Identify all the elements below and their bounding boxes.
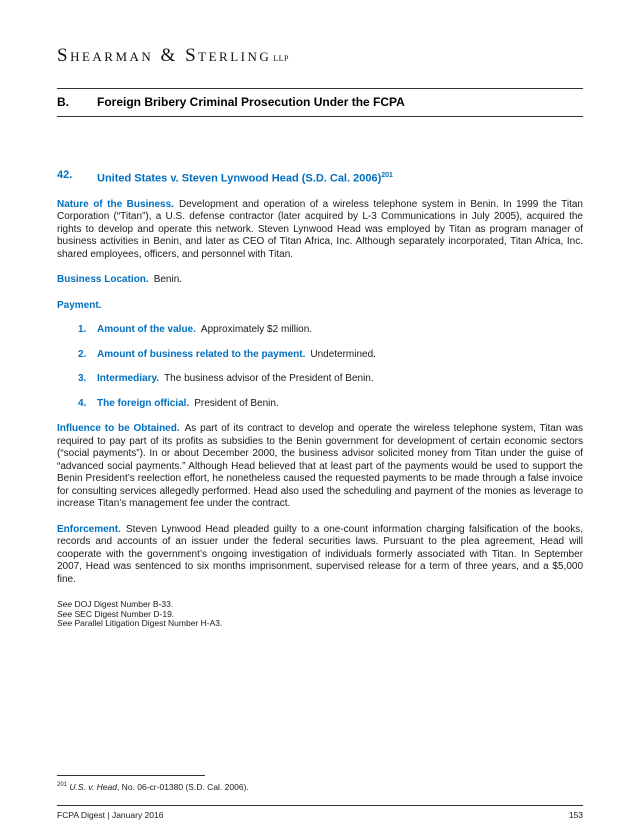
section-letter: B. (57, 95, 69, 109)
footer-row (57, 810, 583, 820)
paragraph-label-nature: Nature of the Business. (57, 198, 174, 210)
paragraph-label-business-location: Business Location. (57, 274, 149, 286)
footer-document-title: FCPA Digest | January 2016 (57, 810, 164, 820)
payment-item-3-value: The business advisor of the President of Benin. (164, 373, 374, 385)
section-heading (57, 95, 583, 109)
paragraph-nature-of-business (57, 199, 583, 262)
payment-item-3-body (97, 373, 374, 386)
footer-divider (57, 805, 583, 806)
payment-item-2-number: 2. (78, 348, 87, 360)
paragraph-payment (57, 300, 583, 313)
page-number: 153 (568, 810, 583, 820)
payment-item-4-label: The foreign official. (97, 397, 190, 409)
paragraph-business-location (57, 274, 583, 287)
payment-item-3 (78, 373, 583, 386)
payment-item-1 (78, 324, 583, 337)
firm-name: Shearman & Sterling (57, 45, 272, 66)
digest-reference-parallel (57, 619, 583, 629)
payment-item-4-body (97, 398, 279, 411)
paragraph-influence (57, 423, 583, 511)
case-title-text: United States v. Steven Lynwood Head (S.D. Cal. 2006) (97, 172, 382, 185)
digest-reference-text: DOJ Digest Number B-33. (72, 599, 174, 610)
case-title (97, 169, 393, 186)
payment-item-1-body (97, 324, 312, 337)
paragraph-text-business-location: Benin. (153, 274, 183, 286)
paragraph-text-influence: As part of its contract to develop and operate the wireless telephone system, Titan was required to pay part of its profits as subsidies to the Benin government for development of certain economic sectors (“social payments”). In or about December 2000, the business advisor solicited money from Titan under the guise of “advanced social payments.” Although Head believed that at least part of the payments would be used to support the Benin President’s reelection effort, he nonetheless caused the requested payments to be made through a false invoice for consulting services allegedly performed. Head also used the scheduling and payment of the monies as leverage to increase Titan’s management fee under the contract. (57, 423, 584, 510)
paragraph-label-enforcement: Enforcement. (57, 523, 121, 535)
footnote-divider (57, 775, 205, 776)
payment-item-2 (78, 349, 583, 362)
paragraph-enforcement (57, 524, 583, 587)
payment-item-1-value: Approximately $2 million. (200, 324, 313, 336)
footnote-number: 201 (57, 782, 68, 789)
see-label: See (57, 618, 73, 629)
see-label: See (57, 608, 73, 619)
footnote-case-name: U.S. v. Head (69, 782, 117, 792)
footnote-reference-marker: 201 (381, 172, 393, 179)
digest-references (57, 600, 583, 629)
firm-suffix-llp: LLP (273, 54, 289, 63)
firm-logo (57, 44, 583, 71)
footnote-area (57, 775, 583, 792)
payment-item-4-value: President of Benin. (194, 397, 279, 409)
payment-item-3-label: Intermediary. (97, 373, 160, 385)
see-label: See (57, 599, 73, 610)
footnote-text: , No. 06-cr-01380 (S.D. Cal. 2006). (116, 782, 249, 792)
paragraph-label-payment: Payment. (57, 299, 102, 311)
payment-item-3-number: 3. (78, 373, 87, 385)
case-heading (57, 169, 583, 186)
payment-item-1-label: Amount of the value. (97, 324, 196, 336)
digest-reference-text: SEC Digest Number D-19. (72, 608, 175, 619)
payment-item-4 (78, 398, 583, 411)
payment-item-1-number: 1. (78, 324, 87, 336)
page-footer (57, 805, 583, 820)
payment-item-4-number: 4. (78, 397, 87, 409)
paragraph-label-influence: Influence to be Obtained. (57, 423, 180, 435)
case-number: 42. (57, 169, 73, 181)
header-rule-bottom (57, 116, 583, 117)
header-rule-top (57, 88, 583, 89)
footnote (57, 782, 583, 792)
payment-item-2-label: Amount of business related to the payment. (97, 348, 306, 360)
paragraph-text-enforcement: Steven Lynwood Head pleaded guilty to a one-count information charging falsification of the books, records and accounts of an issuer under the federal securities laws. Pursuant to the plea agreement, Head will cooperate with the government’s ongoing investigation of individuals formerly associated with Titan. In September 2007, Head was sentenced to six months imprisonment, supervised release for a term of three years, and a $5,000 fine. (57, 523, 583, 585)
payment-item-2-value: Undetermined. (310, 348, 376, 360)
digest-reference-text: Parallel Litigation Digest Number H-A3. (72, 618, 223, 629)
paragraph-text-nature: Development and operation of a wireless telephone system in Benin. In 1999 the Titan Corporation (“Titan”), a U.S. defense contractor (later acquired by L-3 Communications in July 2005), acquired the rights to develop and operate this network. Steven Lynwood Head was employed by Titan as program manager of business activities in Benin, and later as CEO of Titan Africa, Inc. Although separately incorporated, Titan Africa, Inc. shared employees, officers, and personnel with Titan. (57, 198, 583, 260)
section-title: Foreign Bribery Criminal Prosecution Under the FCPA (97, 95, 405, 109)
payment-item-2-body (97, 349, 376, 362)
